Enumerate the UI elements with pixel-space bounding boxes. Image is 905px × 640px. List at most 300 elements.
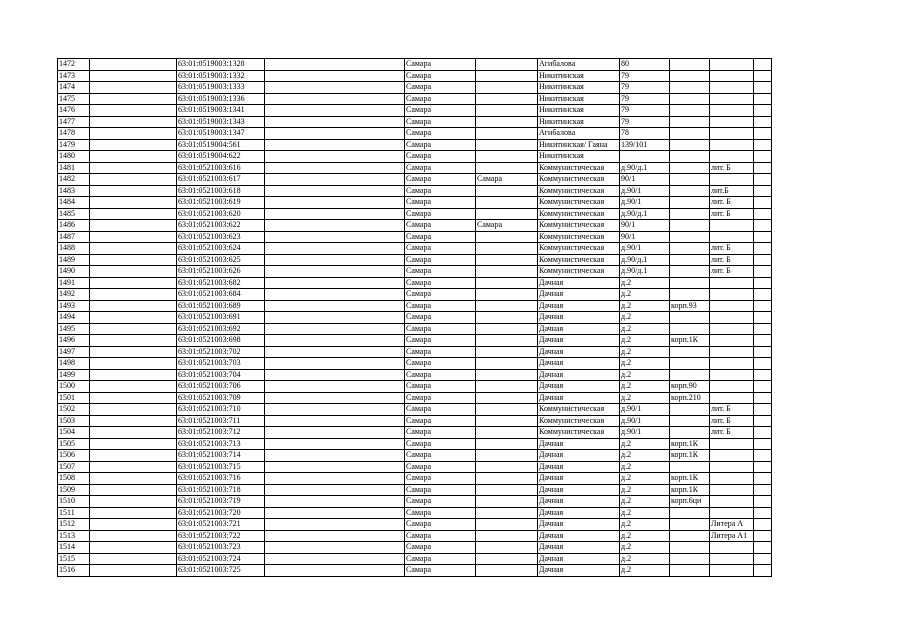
cell-building <box>670 243 710 255</box>
cell-blank-col <box>265 507 405 519</box>
cell-city: Самара <box>405 496 476 508</box>
table-row <box>58 507 772 519</box>
cell-extra <box>754 277 772 289</box>
cell-blank-col <box>90 162 177 174</box>
cell-row-number: 1500 <box>58 381 90 393</box>
cell-settlement <box>476 162 538 174</box>
cell-building <box>670 404 710 416</box>
cell-row-number: 1484 <box>58 197 90 209</box>
cell-extra <box>754 346 772 358</box>
cell-building: корп.1К <box>670 450 710 462</box>
table-row <box>58 565 772 577</box>
table-row <box>58 277 772 289</box>
cell-house: д.2 <box>620 323 670 335</box>
cell-building <box>670 289 710 301</box>
table-row <box>58 542 772 554</box>
cell-letter <box>710 392 754 404</box>
cell-row-number: 1504 <box>58 427 90 439</box>
cell-extra <box>754 220 772 232</box>
cell-house: д.2 <box>620 565 670 577</box>
cell-settlement <box>476 197 538 209</box>
cell-city: Самара <box>405 381 476 393</box>
cell-row-number: 1501 <box>58 392 90 404</box>
cell-city: Самара <box>405 105 476 117</box>
cell-extra <box>754 473 772 485</box>
cell-letter <box>710 59 754 71</box>
cell-city: Самара <box>405 335 476 347</box>
cell-house: д.2 <box>620 312 670 324</box>
cell-city: Самара <box>405 507 476 519</box>
cell-blank-col <box>90 415 177 427</box>
cell-cadastral-number: 63:01:0521003:684 <box>177 289 265 301</box>
cell-blank-col <box>90 289 177 301</box>
cell-extra <box>754 381 772 393</box>
cell-extra <box>754 128 772 140</box>
cell-city: Самара <box>405 220 476 232</box>
cell-extra <box>754 93 772 105</box>
cell-extra <box>754 82 772 94</box>
cell-blank-col <box>265 197 405 209</box>
cell-blank-col <box>265 565 405 577</box>
table-row <box>58 139 772 151</box>
cell-blank-col <box>90 542 177 554</box>
cell-blank-col <box>90 70 177 82</box>
cell-street: Коммунистическая <box>538 174 620 186</box>
cell-cadastral-number: 63:01:0519003:1343 <box>177 116 265 128</box>
cell-city: Самара <box>405 277 476 289</box>
cell-building <box>670 174 710 186</box>
table-row <box>58 450 772 462</box>
cell-blank-col <box>90 300 177 312</box>
cell-building <box>670 59 710 71</box>
cell-letter <box>710 381 754 393</box>
cell-letter <box>710 174 754 186</box>
cell-row-number: 1474 <box>58 82 90 94</box>
cell-building <box>670 507 710 519</box>
cell-house: д.2 <box>620 519 670 531</box>
cell-street: Коммунистическая <box>538 266 620 278</box>
cell-blank-col <box>265 427 405 439</box>
cell-street: Дачная <box>538 530 620 542</box>
cell-blank-col <box>265 438 405 450</box>
cell-row-number: 1476 <box>58 105 90 117</box>
cell-blank-col <box>90 530 177 542</box>
cell-letter <box>710 473 754 485</box>
cell-blank-col <box>265 128 405 140</box>
cell-building: корп.1К <box>670 484 710 496</box>
registry-table-body <box>58 59 772 577</box>
cell-cadastral-number: 63:01:0519004:561 <box>177 139 265 151</box>
cell-row-number: 1478 <box>58 128 90 140</box>
cell-cadastral-number: 63:01:0521003:626 <box>177 266 265 278</box>
table-row <box>58 438 772 450</box>
cell-street: Дачная <box>538 369 620 381</box>
cell-house: д.2 <box>620 530 670 542</box>
cell-blank-col <box>90 82 177 94</box>
cell-house: 79 <box>620 93 670 105</box>
table-row <box>58 369 772 381</box>
table-row <box>58 231 772 243</box>
cell-blank-col <box>90 404 177 416</box>
cell-cadastral-number: 63:01:0519004:622 <box>177 151 265 163</box>
cell-street: Агибалова <box>538 128 620 140</box>
cell-building <box>670 553 710 565</box>
cell-cadastral-number: 63:01:0521003:725 <box>177 565 265 577</box>
cell-house: д.2 <box>620 496 670 508</box>
cell-extra <box>754 369 772 381</box>
cell-blank-col <box>265 139 405 151</box>
cell-blank-col <box>265 335 405 347</box>
cell-blank-col <box>90 174 177 186</box>
cell-extra <box>754 254 772 266</box>
cell-street: Дачная <box>538 565 620 577</box>
cell-letter <box>710 553 754 565</box>
cell-blank-col <box>90 266 177 278</box>
cell-building <box>670 358 710 370</box>
cell-blank-col <box>90 438 177 450</box>
cell-letter <box>710 82 754 94</box>
cell-blank-col <box>90 335 177 347</box>
cell-row-number: 1505 <box>58 438 90 450</box>
cell-street: Дачная <box>538 323 620 335</box>
cell-city: Самара <box>405 243 476 255</box>
cell-extra <box>754 289 772 301</box>
cell-house: д.90/1 <box>620 427 670 439</box>
cell-building <box>670 220 710 232</box>
cell-blank-col <box>265 553 405 565</box>
cell-blank-col <box>265 450 405 462</box>
cell-row-number: 1506 <box>58 450 90 462</box>
table-row <box>58 128 772 140</box>
cell-settlement <box>476 542 538 554</box>
cell-house: 79 <box>620 82 670 94</box>
cell-cadastral-number: 63:01:0521003:698 <box>177 335 265 347</box>
cell-row-number: 1508 <box>58 473 90 485</box>
cell-house: д.90/д.1 <box>620 254 670 266</box>
cell-cadastral-number: 63:01:0521003:682 <box>177 277 265 289</box>
cell-settlement <box>476 565 538 577</box>
cell-extra <box>754 542 772 554</box>
table-row <box>58 243 772 255</box>
cell-cadastral-number: 63:01:0521003:710 <box>177 404 265 416</box>
cell-settlement <box>476 530 538 542</box>
cell-letter: лит. Б <box>710 266 754 278</box>
cell-city: Самара <box>405 208 476 220</box>
cell-extra <box>754 208 772 220</box>
cell-settlement <box>476 277 538 289</box>
cell-cadastral-number: 63:01:0521003:619 <box>177 197 265 209</box>
cell-cadastral-number: 63:01:0521003:623 <box>177 231 265 243</box>
cell-row-number: 1516 <box>58 565 90 577</box>
cell-house: 90/1 <box>620 220 670 232</box>
cell-row-number: 1487 <box>58 231 90 243</box>
cell-building <box>670 208 710 220</box>
cell-cadastral-number: 63:01:0521003:720 <box>177 507 265 519</box>
cell-cadastral-number: 63:01:0521003:718 <box>177 484 265 496</box>
cell-blank-col <box>90 220 177 232</box>
cell-street: Коммунистическая <box>538 162 620 174</box>
cell-cadastral-number: 63:01:0521003:724 <box>177 553 265 565</box>
cell-row-number: 1499 <box>58 369 90 381</box>
cell-blank-col <box>265 289 405 301</box>
cell-city: Самара <box>405 174 476 186</box>
cell-street: Дачная <box>538 335 620 347</box>
cell-cadastral-number: 63:01:0521003:618 <box>177 185 265 197</box>
cell-cadastral-number: 63:01:0521003:721 <box>177 519 265 531</box>
cell-city: Самара <box>405 530 476 542</box>
cell-letter: лит. Б <box>710 254 754 266</box>
cell-settlement <box>476 335 538 347</box>
cell-cadastral-number: 63:01:0521003:692 <box>177 323 265 335</box>
cell-blank-col <box>265 231 405 243</box>
table-row <box>58 289 772 301</box>
cell-cadastral-number: 63:01:0521003:722 <box>177 530 265 542</box>
cell-house: д.2 <box>620 289 670 301</box>
cell-blank-col <box>265 70 405 82</box>
cell-settlement <box>476 358 538 370</box>
cell-city: Самара <box>405 461 476 473</box>
cell-extra <box>754 507 772 519</box>
cell-extra <box>754 174 772 186</box>
cell-row-number: 1477 <box>58 116 90 128</box>
cell-settlement <box>476 82 538 94</box>
cell-extra <box>754 530 772 542</box>
cell-city: Самара <box>405 185 476 197</box>
cell-extra <box>754 185 772 197</box>
cell-building <box>670 312 710 324</box>
cell-house: 79 <box>620 70 670 82</box>
cell-blank-col <box>265 254 405 266</box>
cell-blank-col <box>265 312 405 324</box>
cell-settlement <box>476 484 538 496</box>
cell-row-number: 1489 <box>58 254 90 266</box>
table-row <box>58 392 772 404</box>
cell-building <box>670 565 710 577</box>
cell-blank-col <box>265 369 405 381</box>
cell-blank-col <box>265 300 405 312</box>
cell-row-number: 1498 <box>58 358 90 370</box>
cell-street: Коммунистическая <box>538 185 620 197</box>
cell-blank-col <box>265 220 405 232</box>
cell-settlement <box>476 312 538 324</box>
cell-house: д.2 <box>620 346 670 358</box>
cell-house: д.2 <box>620 335 670 347</box>
cell-blank-col <box>90 151 177 163</box>
cell-street: Коммунистическая <box>538 254 620 266</box>
table-row <box>58 185 772 197</box>
cell-extra <box>754 105 772 117</box>
table-row <box>58 105 772 117</box>
cell-building: корп.1К <box>670 473 710 485</box>
cell-cadastral-number: 63:01:0519003:1328 <box>177 59 265 71</box>
cell-house: 90/1 <box>620 231 670 243</box>
cell-letter <box>710 438 754 450</box>
cell-letter <box>710 93 754 105</box>
cell-letter <box>710 139 754 151</box>
cell-street: Коммунистическая <box>538 404 620 416</box>
cell-city: Самара <box>405 358 476 370</box>
table-row <box>58 335 772 347</box>
cell-building <box>670 70 710 82</box>
cell-row-number: 1491 <box>58 277 90 289</box>
cell-settlement <box>476 519 538 531</box>
cell-row-number: 1475 <box>58 93 90 105</box>
cell-street: Дачная <box>538 496 620 508</box>
cell-building <box>670 530 710 542</box>
cell-letter <box>710 231 754 243</box>
cell-blank-col <box>265 484 405 496</box>
cell-building: корп.93 <box>670 300 710 312</box>
cell-building <box>670 461 710 473</box>
cell-building: корп.90 <box>670 381 710 393</box>
cell-extra <box>754 438 772 450</box>
cell-extra <box>754 312 772 324</box>
table-row <box>58 496 772 508</box>
cell-blank-col <box>90 381 177 393</box>
cell-street: Дачная <box>538 300 620 312</box>
cell-blank-col <box>90 358 177 370</box>
cell-street: Агибалова <box>538 59 620 71</box>
cell-blank-col <box>90 312 177 324</box>
cell-row-number: 1495 <box>58 323 90 335</box>
cell-blank-col <box>265 473 405 485</box>
cell-settlement <box>476 289 538 301</box>
cell-cadastral-number: 63:01:0521003:723 <box>177 542 265 554</box>
cell-extra <box>754 484 772 496</box>
cell-blank-col <box>265 392 405 404</box>
cell-city: Самара <box>405 519 476 531</box>
cell-settlement <box>476 93 538 105</box>
table-row <box>58 93 772 105</box>
cell-blank-col <box>90 277 177 289</box>
table-row <box>58 220 772 232</box>
table-row <box>58 381 772 393</box>
cell-settlement <box>476 461 538 473</box>
cell-street: Коммунистическая <box>538 208 620 220</box>
cell-cadastral-number: 63:01:0521003:622 <box>177 220 265 232</box>
cell-letter <box>710 450 754 462</box>
cell-blank-col <box>90 185 177 197</box>
table-row <box>58 312 772 324</box>
cell-extra <box>754 427 772 439</box>
cell-extra <box>754 461 772 473</box>
cell-building <box>670 266 710 278</box>
cell-row-number: 1494 <box>58 312 90 324</box>
cell-building <box>670 93 710 105</box>
cell-blank-col <box>265 208 405 220</box>
cell-street: Коммунистическая <box>538 231 620 243</box>
cell-blank-col <box>90 496 177 508</box>
cell-city: Самара <box>405 151 476 163</box>
cell-letter: лит.Б <box>710 185 754 197</box>
cell-house: д.2 <box>620 438 670 450</box>
cell-extra <box>754 70 772 82</box>
cell-street: Дачная <box>538 542 620 554</box>
cell-blank-col <box>265 82 405 94</box>
cell-street: Никитинская <box>538 105 620 117</box>
cell-cadastral-number: 63:01:0521003:624 <box>177 243 265 255</box>
cell-cadastral-number: 63:01:0521003:617 <box>177 174 265 186</box>
cell-letter: лит. Б <box>710 197 754 209</box>
cell-city: Самара <box>405 369 476 381</box>
cell-building <box>670 151 710 163</box>
cell-settlement <box>476 404 538 416</box>
cell-street: Никитинская <box>538 82 620 94</box>
cell-settlement <box>476 346 538 358</box>
cell-cadastral-number: 63:01:0521003:706 <box>177 381 265 393</box>
cell-settlement <box>476 151 538 163</box>
cell-city: Самара <box>405 59 476 71</box>
cell-settlement <box>476 507 538 519</box>
cell-row-number: 1488 <box>58 243 90 255</box>
cell-street: Коммунистическая <box>538 197 620 209</box>
cell-row-number: 1486 <box>58 220 90 232</box>
cell-building: корп.1К <box>670 438 710 450</box>
cell-row-number: 1509 <box>58 484 90 496</box>
cell-blank-col <box>90 473 177 485</box>
cell-city: Самара <box>405 162 476 174</box>
cell-blank-col <box>265 496 405 508</box>
cell-cadastral-number: 63:01:0521003:620 <box>177 208 265 220</box>
cell-blank-col <box>90 461 177 473</box>
cell-house: 79 <box>620 116 670 128</box>
cell-extra <box>754 358 772 370</box>
cell-cadastral-number: 63:01:0521003:703 <box>177 358 265 370</box>
cell-blank-col <box>90 231 177 243</box>
cell-row-number: 1496 <box>58 335 90 347</box>
cell-extra <box>754 519 772 531</box>
cell-building <box>670 542 710 554</box>
cell-house: д.2 <box>620 450 670 462</box>
table-row <box>58 162 772 174</box>
cell-cadastral-number: 63:01:0521003:704 <box>177 369 265 381</box>
cell-settlement <box>476 105 538 117</box>
cell-city: Самара <box>405 484 476 496</box>
cell-city: Самара <box>405 312 476 324</box>
cell-house: д.90/д.1 <box>620 208 670 220</box>
cell-blank-col <box>265 346 405 358</box>
cell-extra <box>754 162 772 174</box>
cell-building <box>670 105 710 117</box>
cell-street: Дачная <box>538 519 620 531</box>
table-row <box>58 59 772 71</box>
table-row <box>58 427 772 439</box>
table-row <box>58 519 772 531</box>
cell-blank-col <box>90 346 177 358</box>
cell-letter <box>710 289 754 301</box>
cell-street: Дачная <box>538 277 620 289</box>
cell-letter <box>710 105 754 117</box>
cell-house: д.90/1 <box>620 243 670 255</box>
cell-house: 90/1 <box>620 174 670 186</box>
cell-letter <box>710 461 754 473</box>
table-row <box>58 484 772 496</box>
cell-blank-col <box>90 427 177 439</box>
cell-cadastral-number: 63:01:0519003:1347 <box>177 128 265 140</box>
cell-settlement <box>476 392 538 404</box>
cell-street: Дачная <box>538 473 620 485</box>
cell-house: д.2 <box>620 300 670 312</box>
cell-blank-col <box>90 208 177 220</box>
cell-house: д.90/д.1 <box>620 162 670 174</box>
cell-building <box>670 82 710 94</box>
table-row <box>58 461 772 473</box>
cell-house: д.90/1 <box>620 415 670 427</box>
cell-city: Самара <box>405 82 476 94</box>
cell-building: корп.210 <box>670 392 710 404</box>
cell-building: корп.6ци <box>670 496 710 508</box>
cell-blank-col <box>265 461 405 473</box>
